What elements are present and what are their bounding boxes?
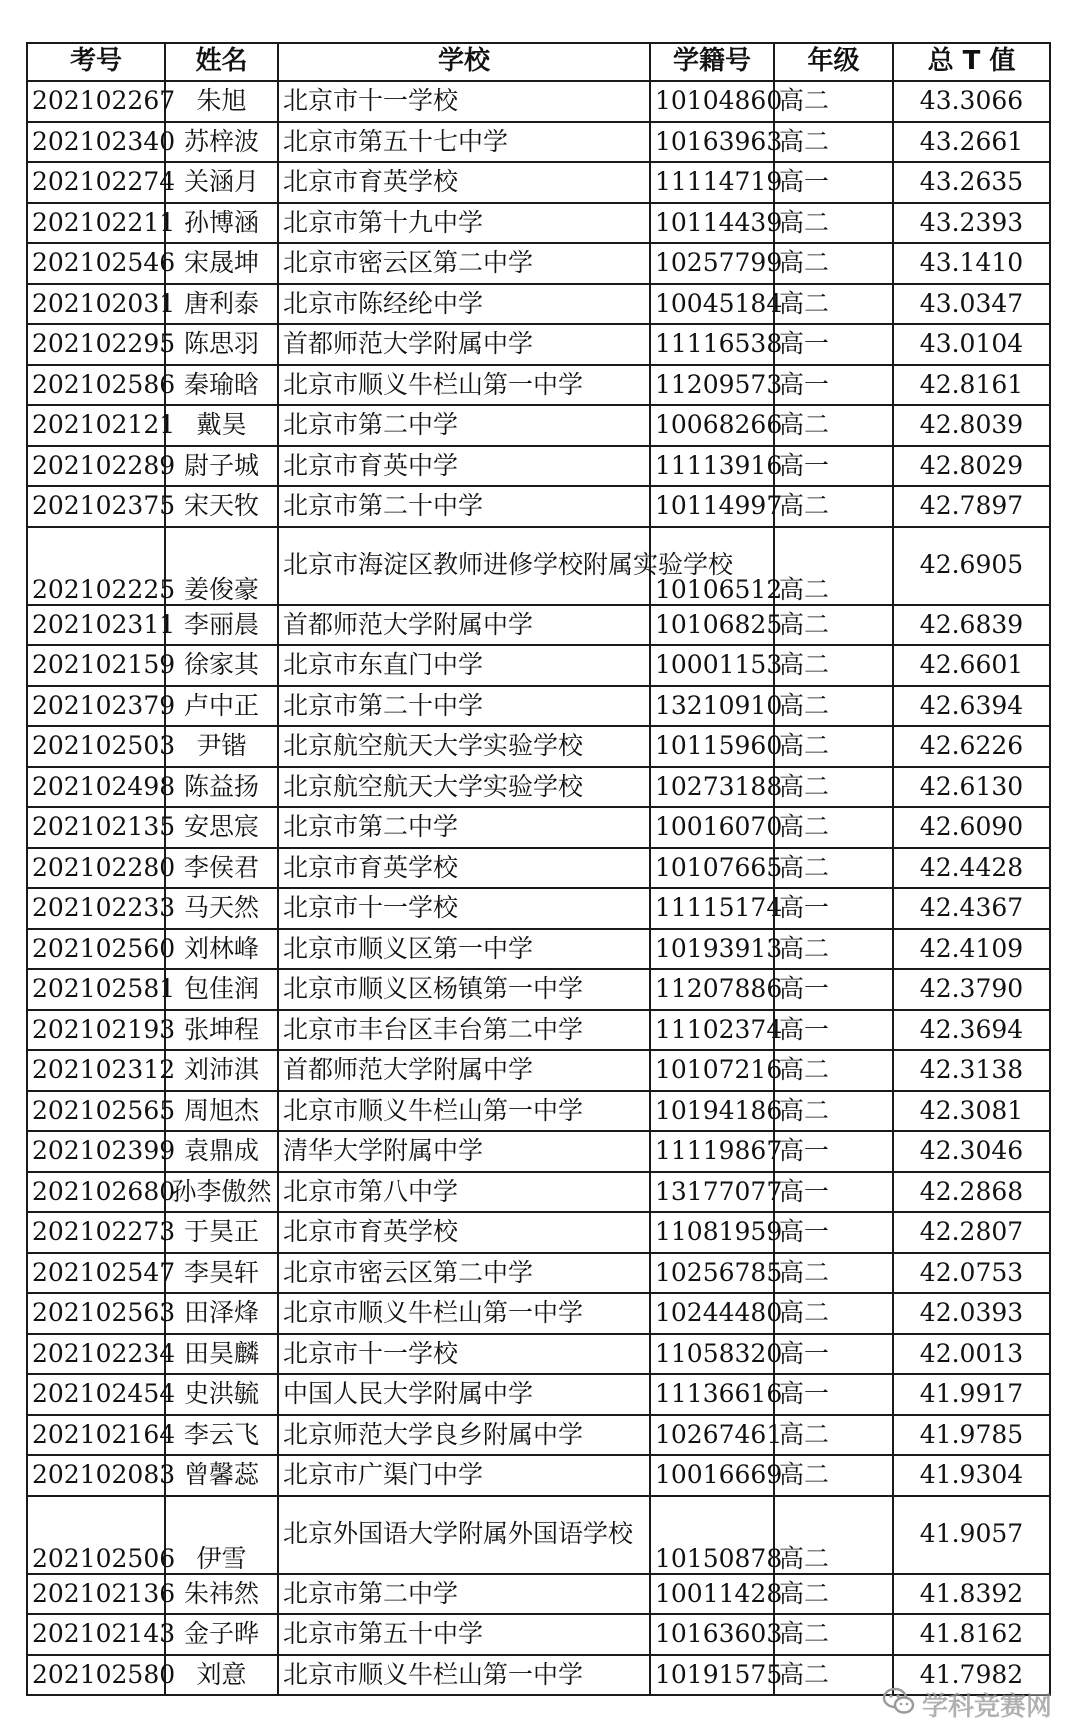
- cell-grade: 高二: [774, 686, 893, 727]
- cell-exam-id: 202102375: [27, 486, 165, 527]
- cell-name: 李昊轩: [165, 1253, 278, 1294]
- cell-grade: 高二: [774, 284, 893, 325]
- cell-student-reg-no: 10115960: [650, 726, 774, 767]
- cell-name: 刘意: [165, 1655, 278, 1696]
- cell-grade: 高二: [774, 1655, 893, 1696]
- cell-student-reg-no: 10163603: [650, 1614, 774, 1655]
- cell-total-t-score: 42.6839: [893, 605, 1050, 646]
- cell-total-t-score: 43.2635: [893, 162, 1050, 203]
- cell-name: 李云飞: [165, 1415, 278, 1456]
- cell-total-t-score: 42.0753: [893, 1253, 1050, 1294]
- cell-total-t-score: 42.3046: [893, 1131, 1050, 1172]
- table-row: [27, 122, 1050, 163]
- cell-exam-id: 202102503: [27, 726, 165, 767]
- cell-school: 清华大学附属中学: [278, 1131, 650, 1172]
- header-name: 姓名: [165, 43, 278, 81]
- cell-name: 刘沛淇: [165, 1050, 278, 1091]
- cell-exam-id: 202102135: [27, 807, 165, 848]
- cell-student-reg-no: 11058320: [650, 1334, 774, 1375]
- cell-grade: 高二: [774, 1614, 893, 1655]
- cell-student-reg-no: 10256785: [650, 1253, 774, 1294]
- cell-student-reg-no: 10016669: [650, 1455, 774, 1496]
- cell-exam-id: 202102193: [27, 1010, 165, 1051]
- table-row: [27, 527, 1050, 605]
- cell-exam-id: 202102563: [27, 1293, 165, 1334]
- table-row: [27, 888, 1050, 929]
- cell-total-t-score: 43.0347: [893, 284, 1050, 325]
- cell-grade: 高二: [774, 1050, 893, 1091]
- table-row: [27, 1574, 1050, 1615]
- cell-student-reg-no: 10150878: [650, 1496, 774, 1574]
- cell-school: 北京市顺义牛栏山第一中学: [278, 1293, 650, 1334]
- table-row: [27, 1172, 1050, 1213]
- watermark: [882, 1686, 1052, 1723]
- cell-name: 陈思羽: [165, 324, 278, 365]
- cell-student-reg-no: 10107216: [650, 1050, 774, 1091]
- cell-school: 北京市第二中学: [278, 807, 650, 848]
- cell-student-reg-no: 10104860: [650, 81, 774, 122]
- cell-total-t-score: 41.8162: [893, 1614, 1050, 1655]
- cell-school: 北京市密云区第二中学: [278, 243, 650, 284]
- header-total-t-score: 总 T 值: [893, 43, 1050, 81]
- cell-exam-id: 202102498: [27, 767, 165, 808]
- cell-name: 陈益扬: [165, 767, 278, 808]
- cell-student-reg-no: 11207886: [650, 969, 774, 1010]
- table-row: [27, 767, 1050, 808]
- cell-grade: 高二: [774, 767, 893, 808]
- cell-grade: 高二: [774, 1574, 893, 1615]
- table-row: [27, 81, 1050, 122]
- cell-school: 北京市育英学校: [278, 162, 650, 203]
- cell-school: 北京市第二中学: [278, 1574, 650, 1615]
- cell-grade: 高一: [774, 162, 893, 203]
- cell-school: 北京市陈经纶中学: [278, 284, 650, 325]
- table-header-row: [27, 43, 1050, 81]
- cell-student-reg-no: 11113916: [650, 446, 774, 487]
- cell-name: 曾馨蕊: [165, 1455, 278, 1496]
- cell-student-reg-no: 11102374: [650, 1010, 774, 1051]
- cell-name: 伊雪: [165, 1496, 278, 1574]
- cell-total-t-score: 42.0393: [893, 1293, 1050, 1334]
- cell-total-t-score: 42.6130: [893, 767, 1050, 808]
- cell-exam-id: 202102273: [27, 1212, 165, 1253]
- cell-grade: 高二: [774, 405, 893, 446]
- results-table: [26, 42, 1051, 1696]
- table-row: [27, 446, 1050, 487]
- cell-school: 北京市第八中学: [278, 1172, 650, 1213]
- cell-grade: 高二: [774, 1091, 893, 1132]
- cell-student-reg-no: 10106512: [650, 527, 774, 605]
- cell-school: 北京市育英中学: [278, 446, 650, 487]
- cell-exam-id: 202102164: [27, 1415, 165, 1456]
- table-row: [27, 929, 1050, 970]
- cell-name: 田泽烽: [165, 1293, 278, 1334]
- cell-grade: 高二: [774, 527, 893, 605]
- cell-total-t-score: 41.9785: [893, 1415, 1050, 1456]
- cell-exam-id: 202102136: [27, 1574, 165, 1615]
- cell-student-reg-no: 10114997: [650, 486, 774, 527]
- cell-student-reg-no: 10193913: [650, 929, 774, 970]
- cell-student-reg-no: 11209573: [650, 365, 774, 406]
- header-exam-id: 考号: [27, 43, 165, 81]
- cell-name: 尉子城: [165, 446, 278, 487]
- cell-school: 北京市海淀区教师进修学校附属实验学校: [278, 527, 650, 605]
- table-row: [27, 1415, 1050, 1456]
- cell-total-t-score: 42.6394: [893, 686, 1050, 727]
- cell-student-reg-no: 11081959: [650, 1212, 774, 1253]
- cell-name: 唐利泰: [165, 284, 278, 325]
- cell-student-reg-no: 11116538: [650, 324, 774, 365]
- cell-school: 北京市十一学校: [278, 81, 650, 122]
- table-row: [27, 1010, 1050, 1051]
- cell-grade: 高二: [774, 203, 893, 244]
- cell-exam-id: 202102121: [27, 405, 165, 446]
- table-row: [27, 203, 1050, 244]
- cell-grade: 高一: [774, 365, 893, 406]
- cell-grade: 高一: [774, 1334, 893, 1375]
- cell-total-t-score: 42.8029: [893, 446, 1050, 487]
- cell-exam-id: 202102586: [27, 365, 165, 406]
- cell-grade: 高一: [774, 1212, 893, 1253]
- cell-school: 北京市顺义牛栏山第一中学: [278, 1655, 650, 1696]
- table-row: [27, 645, 1050, 686]
- cell-school: 北京市育英学校: [278, 1212, 650, 1253]
- cell-student-reg-no: 10106825: [650, 605, 774, 646]
- cell-student-reg-no: 10011428: [650, 1574, 774, 1615]
- cell-grade: 高二: [774, 848, 893, 889]
- cell-name: 孙李傲然: [165, 1172, 278, 1213]
- cell-name: 金子晔: [165, 1614, 278, 1655]
- header-student-reg-no: 学籍号: [650, 43, 774, 81]
- table-row: [27, 807, 1050, 848]
- cell-total-t-score: 42.4428: [893, 848, 1050, 889]
- cell-total-t-score: 42.0013: [893, 1334, 1050, 1375]
- table-row: [27, 726, 1050, 767]
- table-row: [27, 1293, 1050, 1334]
- cell-name: 李丽晨: [165, 605, 278, 646]
- cell-exam-id: 202102379: [27, 686, 165, 727]
- cell-school: 北京航空航天大学实验学校: [278, 767, 650, 808]
- cell-grade: 高二: [774, 243, 893, 284]
- cell-school: 北京外国语大学附属外国语学校: [278, 1496, 650, 1574]
- cell-total-t-score: 43.0104: [893, 324, 1050, 365]
- cell-exam-id: 202102211: [27, 203, 165, 244]
- cell-grade: 高二: [774, 81, 893, 122]
- cell-exam-id: 202102454: [27, 1374, 165, 1415]
- cell-student-reg-no: 10244480: [650, 1293, 774, 1334]
- cell-total-t-score: 41.7982: [893, 1655, 1050, 1696]
- cell-grade: 高一: [774, 446, 893, 487]
- cell-school: 北京市第五十七中学: [278, 122, 650, 163]
- table-row: [27, 969, 1050, 1010]
- cell-exam-id: 202102680: [27, 1172, 165, 1213]
- header-school: 学校: [278, 43, 650, 81]
- cell-name: 宋天牧: [165, 486, 278, 527]
- cell-exam-id: 202102580: [27, 1655, 165, 1696]
- cell-student-reg-no: 10163963: [650, 122, 774, 163]
- table-body: [27, 81, 1050, 1695]
- table-row: [27, 324, 1050, 365]
- cell-student-reg-no: 10068266: [650, 405, 774, 446]
- cell-student-reg-no: 10016070: [650, 807, 774, 848]
- table-row: [27, 405, 1050, 446]
- cell-name: 朱旭: [165, 81, 278, 122]
- cell-grade: 高二: [774, 645, 893, 686]
- cell-exam-id: 202102560: [27, 929, 165, 970]
- cell-exam-id: 202102547: [27, 1253, 165, 1294]
- cell-total-t-score: 43.3066: [893, 81, 1050, 122]
- cell-name: 周旭杰: [165, 1091, 278, 1132]
- cell-school: 北京市第二中学: [278, 405, 650, 446]
- cell-grade: 高一: [774, 324, 893, 365]
- cell-school: 北京市丰台区丰台第二中学: [278, 1010, 650, 1051]
- cell-school: 北京市顺义牛栏山第一中学: [278, 1091, 650, 1132]
- cell-exam-id: 202102267: [27, 81, 165, 122]
- cell-total-t-score: 42.6905: [893, 527, 1050, 605]
- cell-total-t-score: 41.9917: [893, 1374, 1050, 1415]
- cell-total-t-score: 42.4367: [893, 888, 1050, 929]
- cell-name: 关涵月: [165, 162, 278, 203]
- cell-grade: 高一: [774, 1374, 893, 1415]
- cell-grade: 高二: [774, 1293, 893, 1334]
- table-row: [27, 162, 1050, 203]
- cell-student-reg-no: 13177077: [650, 1172, 774, 1213]
- cell-exam-id: 202102295: [27, 324, 165, 365]
- cell-school: 北京师范大学良乡附属中学: [278, 1415, 650, 1456]
- cell-total-t-score: 42.4109: [893, 929, 1050, 970]
- cell-school: 北京市十一学校: [278, 888, 650, 929]
- table-row: [27, 605, 1050, 646]
- table-row: [27, 1334, 1050, 1375]
- cell-grade: 高二: [774, 807, 893, 848]
- cell-exam-id: 202102031: [27, 284, 165, 325]
- table-row: [27, 1131, 1050, 1172]
- table-row: [27, 1212, 1050, 1253]
- cell-name: 徐家其: [165, 645, 278, 686]
- cell-school: 北京市顺义牛栏山第一中学: [278, 365, 650, 406]
- cell-total-t-score: 42.3694: [893, 1010, 1050, 1051]
- cell-total-t-score: 42.2868: [893, 1172, 1050, 1213]
- cell-school: 首都师范大学附属中学: [278, 324, 650, 365]
- cell-name: 宋晟坤: [165, 243, 278, 284]
- cell-exam-id: 202102565: [27, 1091, 165, 1132]
- cell-school: 首都师范大学附属中学: [278, 1050, 650, 1091]
- table-row: [27, 486, 1050, 527]
- cell-total-t-score: 42.2807: [893, 1212, 1050, 1253]
- cell-total-t-score: 42.6226: [893, 726, 1050, 767]
- cell-grade: 高二: [774, 1496, 893, 1574]
- cell-total-t-score: 42.6090: [893, 807, 1050, 848]
- cell-student-reg-no: 10257799: [650, 243, 774, 284]
- cell-total-t-score: 43.2661: [893, 122, 1050, 163]
- cell-name: 李侯君: [165, 848, 278, 889]
- cell-exam-id: 202102143: [27, 1614, 165, 1655]
- table-row: [27, 1091, 1050, 1132]
- cell-school: 北京市广渠门中学: [278, 1455, 650, 1496]
- watermark-label: 学科竞赛网: [921, 1692, 1052, 1722]
- cell-school: 北京市顺义区第一中学: [278, 929, 650, 970]
- cell-total-t-score: 42.8039: [893, 405, 1050, 446]
- cell-student-reg-no: 10194186: [650, 1091, 774, 1132]
- cell-student-reg-no: 10045184: [650, 284, 774, 325]
- table-row: [27, 243, 1050, 284]
- cell-name: 孙博涵: [165, 203, 278, 244]
- cell-school: 北京市顺义区杨镇第一中学: [278, 969, 650, 1010]
- cell-grade: 高二: [774, 605, 893, 646]
- cell-name: 包佳润: [165, 969, 278, 1010]
- cell-name: 秦瑜晗: [165, 365, 278, 406]
- cell-name: 卢中正: [165, 686, 278, 727]
- cell-exam-id: 202102274: [27, 162, 165, 203]
- cell-student-reg-no: 10267461: [650, 1415, 774, 1456]
- cell-school: 北京市东直门中学: [278, 645, 650, 686]
- cell-student-reg-no: 10001153: [650, 645, 774, 686]
- cell-exam-id: 202102340: [27, 122, 165, 163]
- cell-exam-id: 202102289: [27, 446, 165, 487]
- cell-name: 马天然: [165, 888, 278, 929]
- cell-name: 安思宸: [165, 807, 278, 848]
- cell-exam-id: 202102225: [27, 527, 165, 605]
- cell-school: 北京市第十九中学: [278, 203, 650, 244]
- cell-school: 中国人民大学附属中学: [278, 1374, 650, 1415]
- cell-grade: 高二: [774, 726, 893, 767]
- cell-total-t-score: 41.8392: [893, 1574, 1050, 1615]
- cell-name: 戴昊: [165, 405, 278, 446]
- cell-total-t-score: 43.1410: [893, 243, 1050, 284]
- cell-student-reg-no: 10114439: [650, 203, 774, 244]
- cell-name: 苏梓波: [165, 122, 278, 163]
- cell-grade: 高二: [774, 1253, 893, 1294]
- cell-name: 张坤程: [165, 1010, 278, 1051]
- table-row: [27, 1253, 1050, 1294]
- cell-school: 北京市密云区第二中学: [278, 1253, 650, 1294]
- cell-name: 姜俊豪: [165, 527, 278, 605]
- cell-grade: 高一: [774, 969, 893, 1010]
- wechat-icon: [882, 1686, 916, 1723]
- table-row: [27, 686, 1050, 727]
- header-grade: 年级: [774, 43, 893, 81]
- cell-total-t-score: 41.9057: [893, 1496, 1050, 1574]
- cell-exam-id: 202102233: [27, 888, 165, 929]
- cell-grade: 高一: [774, 1131, 893, 1172]
- cell-school: 北京市第二十中学: [278, 686, 650, 727]
- cell-total-t-score: 42.3138: [893, 1050, 1050, 1091]
- cell-student-reg-no: 11114719: [650, 162, 774, 203]
- cell-name: 朱祎然: [165, 1574, 278, 1615]
- cell-student-reg-no: 10107665: [650, 848, 774, 889]
- cell-exam-id: 202102311: [27, 605, 165, 646]
- cell-school: 北京市第二十中学: [278, 486, 650, 527]
- cell-name: 于昊正: [165, 1212, 278, 1253]
- table-row: [27, 1614, 1050, 1655]
- table-row: [27, 1455, 1050, 1496]
- cell-student-reg-no: 13210910: [650, 686, 774, 727]
- cell-school: 北京航空航天大学实验学校: [278, 726, 650, 767]
- cell-exam-id: 202102083: [27, 1455, 165, 1496]
- cell-student-reg-no: 10191575: [650, 1655, 774, 1696]
- cell-total-t-score: 42.8161: [893, 365, 1050, 406]
- cell-name: 刘林峰: [165, 929, 278, 970]
- cell-name: 尹锴: [165, 726, 278, 767]
- cell-student-reg-no: 11119867: [650, 1131, 774, 1172]
- table-row: [27, 1374, 1050, 1415]
- table-row: [27, 848, 1050, 889]
- cell-total-t-score: 43.2393: [893, 203, 1050, 244]
- cell-grade: 高二: [774, 1455, 893, 1496]
- cell-grade: 高二: [774, 486, 893, 527]
- cell-student-reg-no: 10273188: [650, 767, 774, 808]
- cell-grade: 高二: [774, 122, 893, 163]
- table-row: [27, 284, 1050, 325]
- cell-exam-id: 202102234: [27, 1334, 165, 1375]
- table-row: [27, 365, 1050, 406]
- cell-exam-id: 202102581: [27, 969, 165, 1010]
- cell-school: 北京市育英学校: [278, 848, 650, 889]
- cell-grade: 高一: [774, 1010, 893, 1051]
- cell-exam-id: 202102546: [27, 243, 165, 284]
- cell-total-t-score: 42.7897: [893, 486, 1050, 527]
- cell-exam-id: 202102280: [27, 848, 165, 889]
- cell-student-reg-no: 11136616: [650, 1374, 774, 1415]
- cell-grade: 高二: [774, 1415, 893, 1456]
- cell-name: 袁鼎成: [165, 1131, 278, 1172]
- cell-exam-id: 202102506: [27, 1496, 165, 1574]
- table-row: [27, 1496, 1050, 1574]
- cell-total-t-score: 42.3790: [893, 969, 1050, 1010]
- cell-total-t-score: 42.6601: [893, 645, 1050, 686]
- cell-grade: 高二: [774, 929, 893, 970]
- cell-grade: 高一: [774, 1172, 893, 1213]
- cell-name: 史洪毓: [165, 1374, 278, 1415]
- cell-school: 首都师范大学附属中学: [278, 605, 650, 646]
- cell-grade: 高一: [774, 888, 893, 929]
- cell-school: 北京市第五十中学: [278, 1614, 650, 1655]
- table-row: [27, 1050, 1050, 1091]
- cell-total-t-score: 41.9304: [893, 1455, 1050, 1496]
- cell-total-t-score: 42.3081: [893, 1091, 1050, 1132]
- cell-exam-id: 202102159: [27, 645, 165, 686]
- cell-name: 田昊麟: [165, 1334, 278, 1375]
- cell-school: 北京市十一学校: [278, 1334, 650, 1375]
- cell-student-reg-no: 11115174: [650, 888, 774, 929]
- cell-exam-id: 202102312: [27, 1050, 165, 1091]
- cell-exam-id: 202102399: [27, 1131, 165, 1172]
